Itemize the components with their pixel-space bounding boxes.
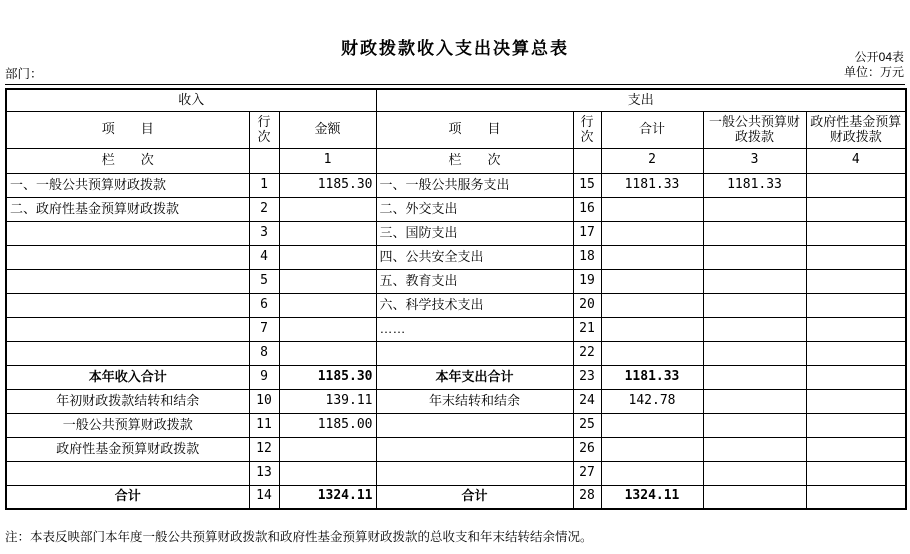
income-line-no-cell: 11 [249,413,279,437]
table-row [6,365,906,389]
expense-general-budget-cell [703,221,806,245]
table-row [6,341,906,365]
expense-line-no-cell: 25 [573,413,601,437]
income-line-no-cell: 3 [249,221,279,245]
expense-total-cell [601,293,703,317]
expense-general-budget-cell [703,413,806,437]
expense-general-budget-cell [703,365,806,389]
income-item-cell [6,341,249,365]
expense-total-cell [601,317,703,341]
income-item-cell: 合计 [6,485,249,509]
income-amount-cell [279,269,376,293]
income-amount-cell: 1185.30 [279,173,376,197]
income-amount-cell [279,221,376,245]
expense-item-cell: 六、科学技术支出 [376,293,573,317]
expense-total-cell [601,221,703,245]
expense-item-cell: 本年支出合计 [376,365,573,389]
income-amount-cell [279,293,376,317]
expense-line-no-cell: 18 [573,245,601,269]
table-row [6,413,906,437]
expense-section-header: 支出 [376,89,906,111]
expense-general-budget-cell [703,389,806,413]
expense-item-cell [376,341,573,365]
income-item-cell: 本年收入合计 [6,365,249,389]
expense-item-cell: 年末结转和结余 [376,389,573,413]
expense-item-header: 项 目 [376,111,573,148]
income-line-no-cell: 6 [249,293,279,317]
expense-general-budget-cell [703,197,806,221]
income-amount-cell [279,317,376,341]
table-code-label: 公开04表 [854,50,904,64]
income-line-no-cell: 9 [249,365,279,389]
income-line-no-cell: 2 [249,197,279,221]
table-row [6,221,906,245]
expense-general-budget-cell [703,245,806,269]
expense-line-no-cell: 16 [573,197,601,221]
expense-gov-fund-cell [806,173,906,197]
income-line-no-header: 行次 [249,111,279,148]
expense-general-index: 3 [703,148,806,173]
expense-general-budget-cell [703,317,806,341]
expense-line-no-header: 行次 [573,111,601,148]
expense-general-budget-header: 一般公共预算财政拨款 [703,111,806,148]
table-row [6,389,906,413]
expense-line-no-cell: 19 [573,269,601,293]
table-row [6,485,906,509]
income-section-header: 收入 [6,89,376,111]
income-line-no-cell: 12 [249,437,279,461]
table-row [6,293,906,317]
expense-line-no-cell: 20 [573,293,601,317]
column-header-row [6,111,906,148]
income-line-no-cell: 14 [249,485,279,509]
table-row [6,437,906,461]
expense-general-budget-cell [703,461,806,485]
income-amount-cell: 1185.00 [279,413,376,437]
expense-line-no-cell: 28 [573,485,601,509]
income-line-no-cell: 7 [249,317,279,341]
table-row [6,197,906,221]
expense-gov-fund-cell [806,437,906,461]
expense-general-budget-cell [703,341,806,365]
expense-total-cell: 142.78 [601,389,703,413]
income-column-index-label: 栏 次 [6,148,249,173]
expense-total-cell [601,245,703,269]
expense-fund-index: 4 [806,148,906,173]
expense-general-budget-cell [703,485,806,509]
expense-total-cell [601,413,703,437]
income-line-no-cell: 8 [249,341,279,365]
expense-item-cell [376,437,573,461]
expense-item-cell: 合计 [376,485,573,509]
expense-item-cell [376,413,573,437]
expense-gov-fund-cell [806,293,906,317]
income-line-no-cell: 13 [249,461,279,485]
income-amount-cell [279,197,376,221]
column-index-row [6,148,906,173]
expense-item-cell: 四、公共安全支出 [376,245,573,269]
income-item-cell: 年初财政拨款结转和结余 [6,389,249,413]
income-amount-cell [279,461,376,485]
expense-total-header: 合计 [601,111,703,148]
income-item-cell: 二、政府性基金预算财政拨款 [6,197,249,221]
income-item-cell [6,293,249,317]
expense-total-cell [601,341,703,365]
section-header-row [6,89,906,111]
expense-total-cell: 1181.33 [601,173,703,197]
expense-line-no-cell: 15 [573,173,601,197]
expense-line-no-cell: 26 [573,437,601,461]
expense-general-budget-cell [703,269,806,293]
expense-total-index: 2 [601,148,703,173]
income-amount-cell [279,437,376,461]
expense-gov-fund-header: 政府性基金预算财政拨款 [806,111,906,148]
expense-gov-fund-cell [806,389,906,413]
expense-line-no-cell: 21 [573,317,601,341]
income-amount-header: 金额 [279,111,376,148]
table-row [6,245,906,269]
expense-gov-fund-cell [806,197,906,221]
expense-line-no-cell: 22 [573,341,601,365]
footnote: 注：本表反映部门本年度一般公共预算财政拨款和政府性基金预算财政拨款的总收支和年末结转结余情况。 [5,530,593,544]
expense-general-budget-cell [703,293,806,317]
expense-line-no-index [573,148,601,173]
expense-gov-fund-cell [806,221,906,245]
income-item-cell [6,317,249,341]
fiscal-summary-table [5,88,907,510]
income-item-cell [6,461,249,485]
expense-gov-fund-cell [806,485,906,509]
expense-item-cell: 五、教育支出 [376,269,573,293]
expense-gov-fund-cell [806,461,906,485]
income-item-cell [6,245,249,269]
expense-total-cell [601,461,703,485]
expense-gov-fund-cell [806,245,906,269]
table-row [6,317,906,341]
expense-line-no-cell: 27 [573,461,601,485]
income-line-no-cell: 4 [249,245,279,269]
expense-total-cell: 1324.11 [601,485,703,509]
expense-line-no-cell: 17 [573,221,601,245]
expense-item-cell: …… [376,317,573,341]
income-line-no-cell: 10 [249,389,279,413]
expense-gov-fund-cell [806,269,906,293]
income-amount-cell [279,341,376,365]
expense-item-cell: 三、国防支出 [376,221,573,245]
expense-total-cell: 1181.33 [601,365,703,389]
expense-column-index-label: 栏 次 [376,148,573,173]
page-title: 财政拨款收入支出决算总表 [341,39,569,58]
expense-total-cell [601,197,703,221]
income-line-no-cell: 1 [249,173,279,197]
table-row [6,461,906,485]
expense-total-cell [601,437,703,461]
income-line-no-index [249,148,279,173]
expense-line-no-cell: 24 [573,389,601,413]
income-item-cell [6,221,249,245]
expense-item-cell: 二、外交支出 [376,197,573,221]
table-row [6,173,906,197]
expense-gov-fund-cell [806,365,906,389]
expense-gov-fund-cell [806,413,906,437]
table-row [6,269,906,293]
income-item-cell [6,269,249,293]
income-line-no-cell: 5 [249,269,279,293]
income-item-cell: 政府性基金预算财政拨款 [6,437,249,461]
income-amount-cell: 1324.11 [279,485,376,509]
department-label: 部门： [5,64,905,85]
unit-label: 单位：万元 [843,65,904,79]
expense-total-cell [601,269,703,293]
expense-general-budget-cell: 1181.33 [703,173,806,197]
income-amount-cell: 139.11 [279,389,376,413]
expense-gov-fund-cell [806,341,906,365]
expense-item-cell: 一、一般公共服务支出 [376,173,573,197]
expense-item-cell [376,461,573,485]
expense-line-no-cell: 23 [573,365,601,389]
income-amount-cell: 1185.30 [279,365,376,389]
income-item-cell: 一、一般公共预算财政拨款 [6,173,249,197]
income-amount-cell [279,245,376,269]
income-item-header: 项 目 [6,111,249,148]
income-item-cell: 一般公共预算财政拨款 [6,413,249,437]
expense-general-budget-cell [703,437,806,461]
income-amount-index: 1 [279,148,376,173]
expense-gov-fund-cell [806,317,906,341]
